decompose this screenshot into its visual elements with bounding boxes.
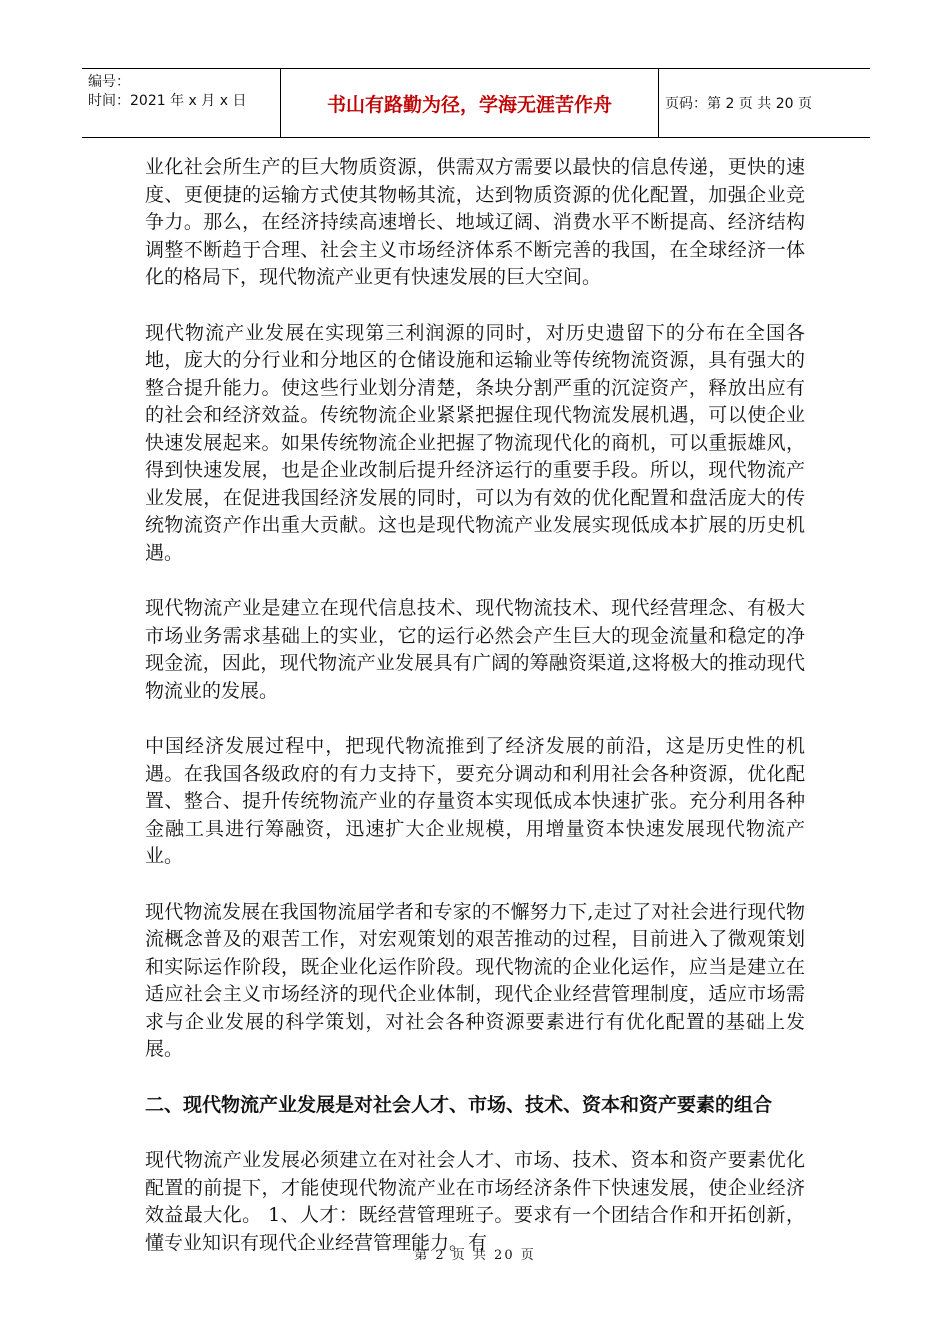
header-page-info: 页码：第 2 页 共 20 页: [665, 96, 812, 112]
document-date-label: 时间：2021 年 x 月 x 日: [88, 93, 247, 109]
document-number-label: 编号：: [88, 74, 130, 90]
section-heading: 二、现代物流产业发展是对社会人才、市场、技术、资本和资产要素的组合: [145, 1093, 773, 1116]
body-paragraph-4: 中国经济发展过程中，把现代物流推到了经济发展的前沿，这是历史性的机遇。在我国各级政府的有力支持下，要充分调动和利用社会各种资源，优化配置、整合、提升传统物流产业的存量资本实现低成本快速扩张。充分利用各种金融工具进行筹融资，迅速扩大企业规模，用增量资本快速发展现代物流产业。: [145, 735, 805, 867]
page-footer: 第 2 页 共 20 页: [414, 1248, 536, 1263]
document-body: [145, 154, 805, 1285]
body-paragraph-2: 现代物流产业发展在实现第三利润源的同时，对历史遗留下的分布在全国各地，庞大的分行业和分地区的仓储设施和运输业等传统物流资源，具有强大的整合提升能力。使这些行业划分清楚，条块分割严重的沉淀资产，释放出应有的社会和经济效益。传统物流企业紧紧把握住现代物流发展机遇，可以使企业快速发展起来。如果传统物流企业把握了物流现代化的商机，可以重振雄风，得到快速发展，也是企业改制后提升经济运行的重要手段。所以，现代物流产业发展，在促进我国经济发展的同时，可以为有效的优化配置和盘活庞大的传统物流资产作出重大贡献。这也是现代物流产业发展实现低成本扩展的历史机遇。: [145, 321, 805, 564]
body-paragraph-3: 现代物流产业是建立在现代信息技术、现代物流技术、现代经营理念、有极大市场业务需求基础上的实业，它的运行必然会产生巨大的现金流量和稳定的净现金流，因此，现代物流产业发展具有广阔的筹融资渠道,这将极大的推动现代物流业的发展。: [145, 597, 805, 702]
body-paragraph-6: 现代物流产业发展必须建立在对社会人才、市场、技术、资本和资产要素优化配置的前提下，才能使现代物流产业在市场经济条件下快速发展，使企业经济效益最大化。 1、人才：既经营管理班子。要求有一个团结合作和开拓创新，懂专业知识有现代企业经营管理能力。有: [145, 1149, 805, 1254]
header-meta: [82, 69, 281, 137]
body-paragraph-1: 业化社会所生产的巨大物质资源，供需双方需要以最快的信息传递，更快的速度、更便捷的运输方式使其物畅其流，达到物质资源的优化配置，加强企业竞争力。那么，在经济持续高速增长、地域辽阔、消费水平不断提高、经济结构调整不断趋于合理、社会主义市场经济体系不断完善的我国，在全球经济一体化的格局下，现代物流产业更有快速发展的巨大空间。: [145, 156, 805, 288]
page-header: [82, 68, 870, 138]
header-motto: 书山有路勤为径，学海无涯苦作舟: [281, 69, 659, 137]
body-paragraph-5: 现代物流发展在我国物流届学者和专家的不懈努力下,走过了对社会进行现代物流概念普及的艰苦工作，对宏观策划的艰苦推动的过程，目前进入了微观策划和实际运作阶段，既企业化运作阶段。现代物流的企业化运作，应当是建立在适应社会主义市场经济的现代企业体制，现代企业经营管理制度，适应市场需求与企业发展的科学策划，对社会各种资源要素进行有优化配置的基础上发展。: [145, 900, 805, 1060]
